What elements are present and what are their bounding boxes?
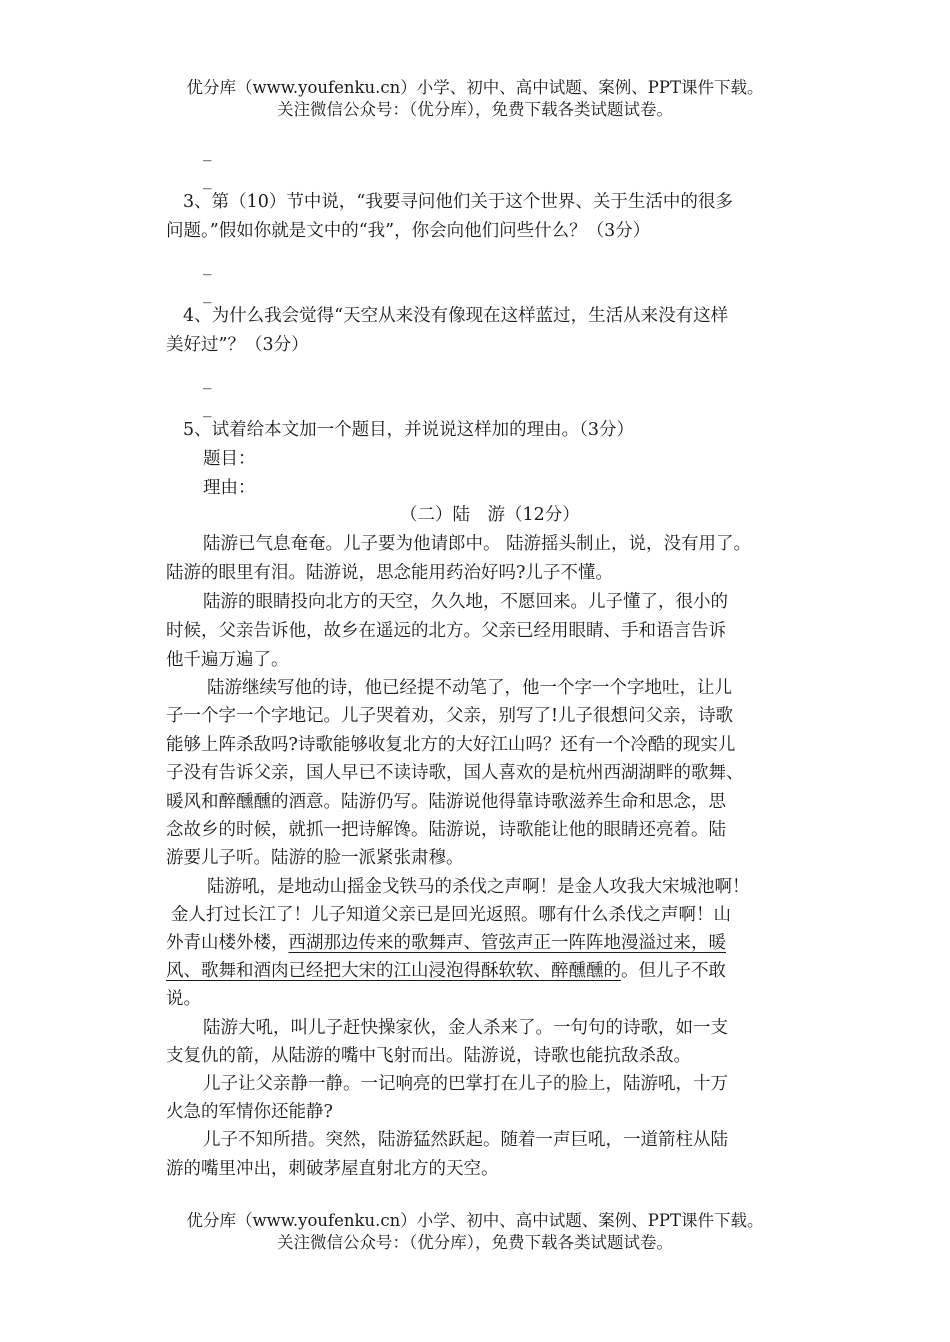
question-3-line-2: 问题。”假如你就是文中的“我”，你会向他们问些什么？（3分） — [166, 221, 651, 241]
question-5-reason-label: 理由： — [203, 478, 256, 498]
passage-line: 陆游已气息奄奄。儿子要为他请郎中。 陆游摇头制止，说，没有用了。 — [203, 534, 752, 554]
passage-line: 能够上阵杀敌吗?诗歌能够收复北方的大好江山吗？还有一个冷酷的现实儿 — [166, 735, 736, 755]
passage-line — [166, 959, 726, 983]
passage-line: 游的嘴里冲出，刺破茅屋直射北方的天空。 — [166, 1159, 499, 1179]
passage-line: 暖风和醉醺醺的酒意。陆游仍写。陆游说他得靠诗歌滋养生命和思念，思 — [166, 792, 726, 812]
footer-line-2: 关注微信公众号：（优分库），免费下载各类试题试卷。 — [277, 1233, 673, 1252]
passage-line: 陆游吼，是地动山摇金戈铁马的杀伐之声啊！是金人攻我大宋城池啊！ — [207, 877, 750, 897]
passage-line: 儿子让父亲静一静。一记响亮的巴掌打在儿子的脸上，陆游吼，十万 — [203, 1074, 728, 1094]
passage-line: 金人打过长江了！儿子知道父亲已是回光返照。哪有什么杀伐之声啊！山 — [171, 905, 731, 925]
passage-line: 陆游继续写他的诗，他已经提不动笔了，他一个字一个字地吐，让儿 — [207, 678, 732, 698]
answer-blank: _ — [203, 170, 212, 190]
passage-line: 他千遍万遍了。 — [166, 650, 289, 670]
section-title: （二）陆 游（12分） — [400, 505, 580, 525]
footer-line-1: 优分库（www.youfenku.cn）小学、初中、高中试题、案例、PPT课件下载。 — [186, 1211, 764, 1230]
question-4-line-1: 4、为什么我会觉得“天空从来没有像现在这样蓝过，生活从来没有这样 — [183, 306, 729, 326]
passage-line: 说。 — [166, 989, 201, 1009]
passage-line: 儿子不知所措。突然，陆游猛然跃起。随着一声巨吼，一道箭柱从陆 — [203, 1130, 728, 1150]
header-line-2: 关注微信公众号：（优分库），免费下载各类试题试卷。 — [277, 100, 673, 119]
question-3-line-1: 3、第（10）节中说，“我要寻问他们关于这个世界、关于生活中的很多 — [183, 192, 733, 212]
passage-text: 外青山楼外楼， — [166, 933, 289, 953]
passage-line: 念故乡的时候，就抓一把诗解馋。陆游说，诗歌能让他的眼睛还亮着。陆 — [166, 820, 726, 840]
passage-line: 陆游大吼，叫儿子赶快操家伙，金人杀来了。一句句的诗歌，如一支 — [203, 1018, 728, 1038]
passage-line: 时候，父亲告诉他，故乡在遥远的北方。父亲已经用眼睛、手和语言告诉 — [166, 621, 726, 641]
question-4-line-2: 美好过”？（3分） — [166, 335, 309, 355]
answer-blank: _ — [203, 256, 212, 276]
answer-blank: _ — [203, 398, 212, 418]
passage-line: 陆游的眼睛投向北方的天空，久久地，不愿回来。儿子懂了，很小的 — [203, 592, 728, 612]
underlined-sentence: 风、歌舞和酒肉已经把大宋的江山浸泡得酥软软、醉醺醺的 — [166, 961, 621, 981]
underlined-sentence: 西湖那边传来的歌舞声、管弦声正一阵阵地漫溢过来，暖 — [288, 933, 726, 953]
passage-line — [166, 931, 726, 955]
passage-line: 子没有告诉父亲，国人早已不读诗歌，国人喜欢的是杭州西湖湖畔的歌舞、 — [166, 763, 744, 783]
answer-blank: _ — [203, 284, 212, 304]
passage-line: 陆游的眼里有泪。陆游说，思念能用药治好吗?儿子不懂。 — [166, 563, 613, 583]
passage-text: 。但儿子不敢 — [621, 961, 726, 981]
header-line-1: 优分库（www.youfenku.cn）小学、初中、高中试题、案例、PPT课件下载。 — [186, 78, 764, 97]
passage-line: 游要儿子听。陆游的脸一派紧张肃穆。 — [166, 848, 464, 868]
passage-line: 支复仇的箭，从陆游的嘴中飞射而出。陆游说，诗歌也能抗敌杀敌。 — [166, 1046, 691, 1066]
passage-line: 火急的军情你还能静? — [166, 1102, 333, 1122]
passage-line: 子一个字一个字地记。儿子哭着劝，父亲，别写了!儿子很想问父亲，诗歌 — [166, 706, 734, 726]
question-5-title-label: 题目： — [203, 449, 256, 469]
question-5-line-1: 5、试着给本文加一个题目，并说说这样加的理由。（3分） — [183, 420, 635, 440]
answer-blank: _ — [203, 142, 212, 162]
answer-blank: _ — [203, 370, 212, 390]
